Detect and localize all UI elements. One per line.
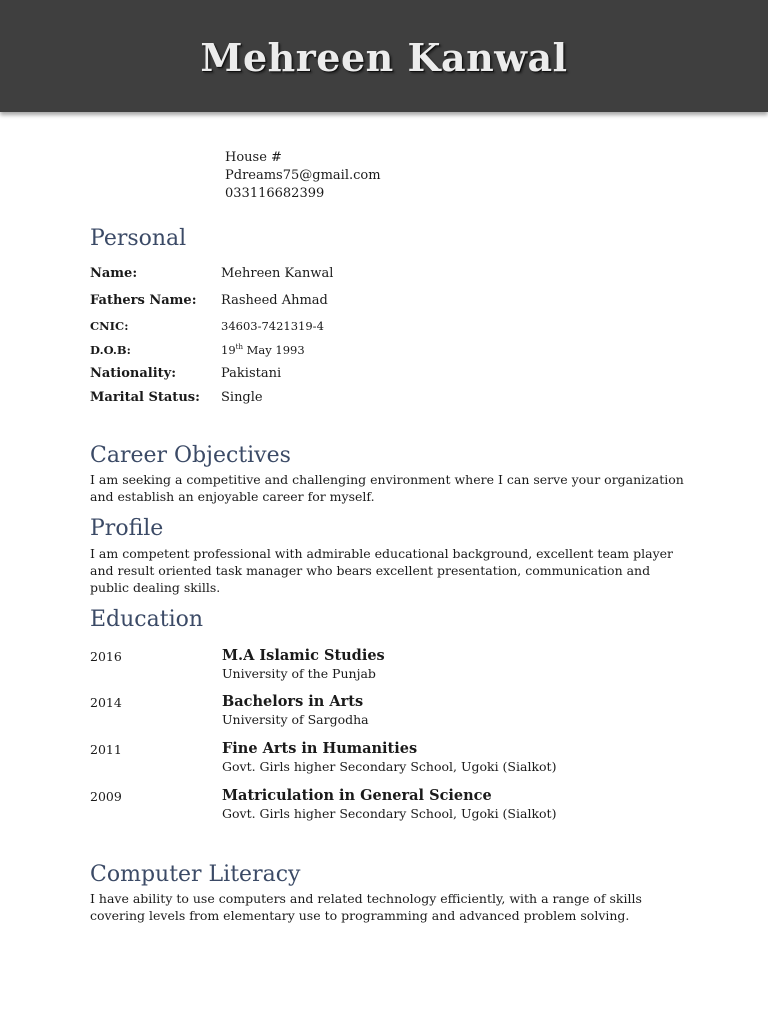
computer-literacy-heading: Computer Literacy: [90, 862, 301, 887]
header-banner: [0, 0, 768, 112]
profile-text: I am competent professional with admirable educational background, excellent team player and result oriented task manager who bears excellent presentation, communication and public dealing skills.: [90, 546, 674, 595]
personal-row-dob: [90, 342, 690, 364]
profile-heading: Profile: [90, 516, 164, 541]
personal-value: Mehreen Kanwal: [221, 266, 334, 281]
personal-value: Pakistani: [221, 366, 282, 381]
education-institution: University of the Punjab: [222, 666, 376, 681]
dob-suffix: th: [235, 343, 243, 352]
education-institution: Govt. Girls higher Secondary School, Ugoki (Sialkot): [222, 806, 557, 821]
education-item: [90, 647, 690, 687]
personal-heading: Personal: [90, 226, 187, 251]
personal-row-nationality: [90, 366, 690, 388]
education-year: 2011: [90, 742, 122, 757]
education-degree: M.A Islamic Studies: [222, 647, 385, 664]
candidate-name: Mehreen Kanwal: [200, 34, 568, 80]
personal-value: Single: [221, 390, 263, 405]
personal-value: 34603-7421319-4: [221, 319, 324, 333]
personal-label: CNIC:: [90, 319, 129, 333]
contact-phone: 033116682399: [225, 186, 325, 201]
education-item: [90, 740, 690, 780]
dob-rest: May 1993: [242, 343, 305, 357]
personal-value: Rasheed Ahmad: [221, 293, 328, 308]
education-degree: Matriculation in General Science: [222, 787, 492, 804]
computer-literacy-text: I have ability to use computers and related technology efficiently, with a range of skills covering levels from elementary use to programming and advanced problem solving.: [90, 891, 642, 923]
personal-label: Fathers Name:: [90, 293, 197, 308]
contact-email: Pdreams75@gmail.com: [225, 168, 381, 183]
personal-row-fathers-name: [90, 293, 690, 315]
education-item: [90, 693, 690, 733]
personal-label: Marital Status:: [90, 390, 200, 405]
contact-address: House #: [225, 150, 282, 165]
personal-label: Nationality:: [90, 366, 177, 381]
education-item: [90, 787, 690, 827]
personal-label: Name:: [90, 266, 138, 281]
education-degree: Bachelors in Arts: [222, 693, 364, 710]
personal-row-marital-status: [90, 390, 690, 412]
personal-value: [221, 343, 305, 357]
education-year: 2014: [90, 695, 122, 710]
contact-block: [225, 149, 381, 203]
education-year: 2016: [90, 649, 122, 664]
personal-row-cnic: [90, 318, 690, 340]
education-year: 2009: [90, 789, 122, 804]
education-heading: Education: [90, 607, 204, 632]
career-text: I am seeking a competitive and challenging environment where I can serve your organization and establish an enjoyable career for myself.: [90, 472, 684, 504]
career-heading: Career Objectives: [90, 443, 291, 468]
education-institution: University of Sargodha: [222, 712, 369, 727]
personal-label: D.O.B:: [90, 343, 131, 357]
education-degree: Fine Arts in Humanities: [222, 740, 418, 757]
dob-day: 19: [221, 343, 236, 357]
personal-row-name: [90, 266, 690, 288]
education-institution: Govt. Girls higher Secondary School, Ugoki (Sialkot): [222, 759, 557, 774]
